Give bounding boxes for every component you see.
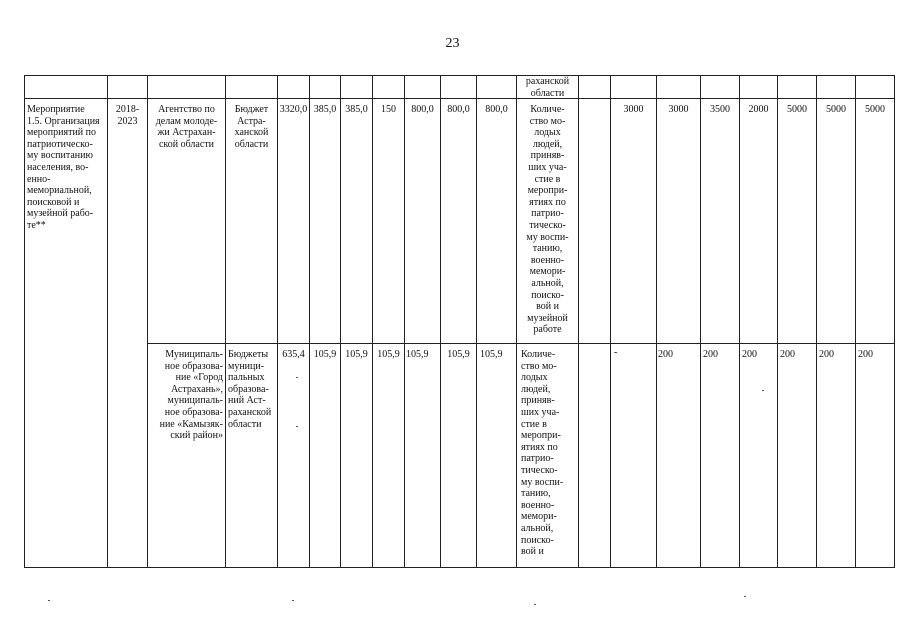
- indicator-header-tail: раханской области: [525, 76, 570, 98]
- target-value: 200: [780, 349, 795, 360]
- row-divider: [24, 98, 895, 99]
- col-line: [107, 75, 108, 568]
- col-line: [855, 75, 856, 568]
- col-line: [24, 75, 25, 568]
- col-line: [277, 75, 278, 568]
- col-line: [372, 75, 373, 568]
- target-value: 200: [819, 349, 834, 360]
- col-line: [440, 75, 441, 568]
- target-value: 3000: [623, 104, 644, 115]
- page-number: 23: [445, 36, 460, 51]
- target-value: 3500: [710, 104, 730, 115]
- target-value: 2000: [748, 104, 769, 115]
- finance-total: 635,4: [282, 349, 305, 360]
- scan-speck: [296, 426, 298, 427]
- scan-speck: [48, 600, 50, 601]
- indicator-name: Количе- ство мо- лодых людей, приняв- ших уча- стие в меропри- ятиях по патрио- тическо- му воспи- танию, военно- мемори- альной, поиско- вой и: [521, 349, 564, 558]
- event-period: 2018- 2023: [115, 104, 140, 127]
- col-line: [309, 75, 310, 568]
- col-line: [340, 75, 341, 568]
- table-top-border: [24, 75, 895, 76]
- finance-year: 150: [381, 104, 396, 115]
- scan-speck: [534, 604, 536, 605]
- col-line: [894, 75, 895, 568]
- finance-year: 105,9: [313, 349, 337, 360]
- target-value: 5000: [865, 104, 885, 115]
- scan-speck: [296, 377, 298, 378]
- col-line: [404, 75, 405, 568]
- indicator-base: -: [614, 347, 618, 358]
- finance-year: 800,0: [485, 104, 508, 115]
- scan-speck: [762, 390, 764, 391]
- target-value: 200: [703, 349, 718, 360]
- col-line: [816, 75, 817, 568]
- col-line: [739, 75, 740, 568]
- target-value: 200: [742, 349, 757, 360]
- col-line: [700, 75, 701, 568]
- target-value: 200: [858, 349, 873, 360]
- executor-agency: Агентство по делам молоде- жи Астрахан- ской области: [155, 104, 218, 150]
- finance-year: 800,0: [447, 104, 470, 115]
- finance-total: 3320,0: [279, 104, 308, 115]
- col-line: [656, 75, 657, 568]
- col-line: [578, 75, 579, 568]
- executor-municipal: Муниципаль- ное образова- ние «Город Астрахань», муниципаль- ное образова- ние «Камызяк- ский район»: [159, 349, 223, 442]
- finance-year: 105,9: [345, 349, 368, 360]
- finance-year: 105,9: [377, 349, 400, 360]
- target-value: 5000: [826, 104, 846, 115]
- finance-year: 385,0: [345, 104, 368, 115]
- target-value: 3000: [668, 104, 689, 115]
- target-value: 5000: [787, 104, 807, 115]
- scan-speck: [292, 600, 294, 601]
- table-bottom-border: [24, 567, 895, 568]
- finance-year: 105,9: [447, 349, 470, 360]
- funding-source: Бюджет Астра- ханской области: [234, 104, 269, 150]
- col-line: [777, 75, 778, 568]
- finance-year: 105,9: [480, 349, 503, 360]
- col-line: [476, 75, 477, 568]
- event-name: Мероприятие 1.5. Организация мероприятий по патриотическо- му воспитанию населения, во- енно- мемориальной, поисковой и музейной рабо- те**: [27, 104, 100, 231]
- col-line: [610, 75, 611, 568]
- funding-source: Бюджеты муници- пальных образова- ний Аст- раханской области: [228, 349, 272, 430]
- finance-year: 385,0: [313, 104, 337, 115]
- finance-year: 800,0: [411, 104, 434, 115]
- indicator-name: Количе- ство мо- лодых людей, приняв- ших уча- стие в меропри- ятиях по патрио- тическо- му воспи- танию, военно- мемори- альной, поиско- вой и музейной работе: [526, 104, 569, 336]
- scan-speck: [744, 596, 746, 597]
- target-value: 200: [658, 349, 673, 360]
- finance-year: 105,9: [406, 349, 429, 360]
